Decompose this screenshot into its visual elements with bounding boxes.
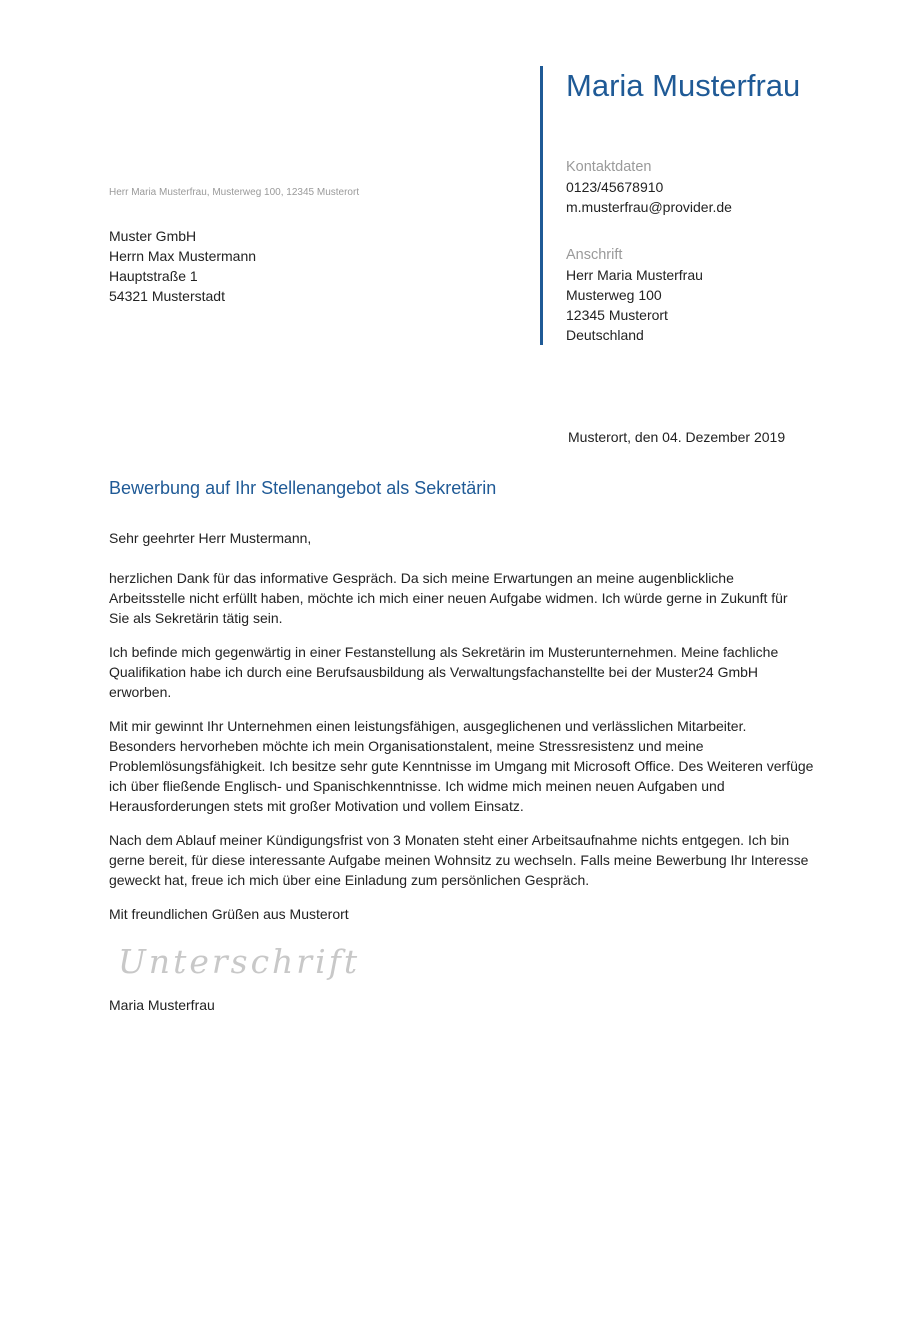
paragraph-line: Ich befinde mich gegenwärtig in einer Festanstellung als Sekretärin im Musterunternehmen. Meine fachliche [109,644,779,660]
applicant-name: Maria Musterfrau [566,68,801,103]
recipient-city: 54321 Musterstadt [109,288,225,304]
recipient-person: Herrn Max Mustermann [109,248,257,264]
paragraph-line: Qualifikation habe ich durch eine Berufsausbildung als Verwaltungsfachanstellte bei der Muster24 GmbH [109,664,759,680]
paragraph-line: Problemlösungsfähigkeit. Ich besitze sehr gute Kenntnisse im Umgang mit Microsoft Office. Des Weiteren verfüge [109,758,814,774]
paragraph-line: Sie als Sekretärin tätig sein. [109,610,283,626]
paragraph-line: Besonders hervorheben möchte ich mein Organisationstalent, meine Stressresistenz und meine [109,738,704,754]
paragraph-line: Nach dem Ablauf meiner Kündigungsfrist von 3 Monaten steht einer Arbeitsaufnahme nichts entgegen. Ich bin [109,832,790,848]
paragraph-line: gerne bereit, für diese interessante Aufgabe meinen Wohnsitz zu wechseln. Falls meine Bewerbung Ihr Interesse [109,852,809,868]
body-paragraph [109,716,829,816]
contact-block [566,157,886,217]
signature-placeholder: Unterschrift [118,942,361,981]
sender-return-line: Herr Maria Musterfrau, Musterweg 100, 12345 Musterort [109,187,360,198]
body-paragraph [109,642,829,702]
recipient-company: Muster GmbH [109,228,197,244]
recipient-street: Hauptstraße 1 [109,268,198,284]
body-paragraph [109,568,829,628]
paragraph-line: Arbeitsstelle nicht erfüllt haben, möchte ich mich einer neuen Aufgabe widmen. Ich würde gerne in Zukunft für [109,590,788,606]
paragraph-line: ich über fließende Englisch- und Spanischkenntnisse. Ich widme mich meinen neuen Aufgaben und [109,778,725,794]
signed-name: Maria Musterfrau [109,997,215,1013]
paragraph-line: erworben. [109,684,172,700]
paragraph-line: Mit mir gewinnt Ihr Unternehmen einen leistungsfähigen, ausgeglichenen und verlässlichen Mitarbeiter. [109,718,747,734]
contact-heading: Kontaktdaten [566,159,652,175]
letter-date: Musterort, den 04. Dezember 2019 [568,429,786,445]
contact-phone: 0123/45678910 [566,179,664,195]
closing-line: Mit freundlichen Grüßen aus Musterort [109,906,349,922]
body-paragraph [109,830,829,890]
paragraph-line: herzlichen Dank für das informative Gespräch. Da sich meine Erwartungen an meine augenblickliche [109,570,734,586]
paragraph-line: geweckt hat, freue ich mich über eine Einladung zum persönlichen Gespräch. [109,872,590,888]
address-line: Deutschland [566,327,644,343]
address-heading: Anschrift [566,247,623,263]
contact-email: m.musterfrau@provider.de [566,199,732,215]
address-block [566,245,886,345]
letter-subject: Bewerbung auf Ihr Stellenangebot als Sekretärin [109,478,497,498]
address-line: Musterweg 100 [566,287,662,303]
address-line: 12345 Musterort [566,307,668,323]
paragraph-line: Herausforderungen stets mit großer Motivation und vollem Einsatz. [109,798,524,814]
salutation: Sehr geehrter Herr Mustermann, [109,530,312,546]
accent-bar [540,66,543,345]
address-line: Herr Maria Musterfrau [566,267,703,283]
recipient-block [109,226,256,306]
